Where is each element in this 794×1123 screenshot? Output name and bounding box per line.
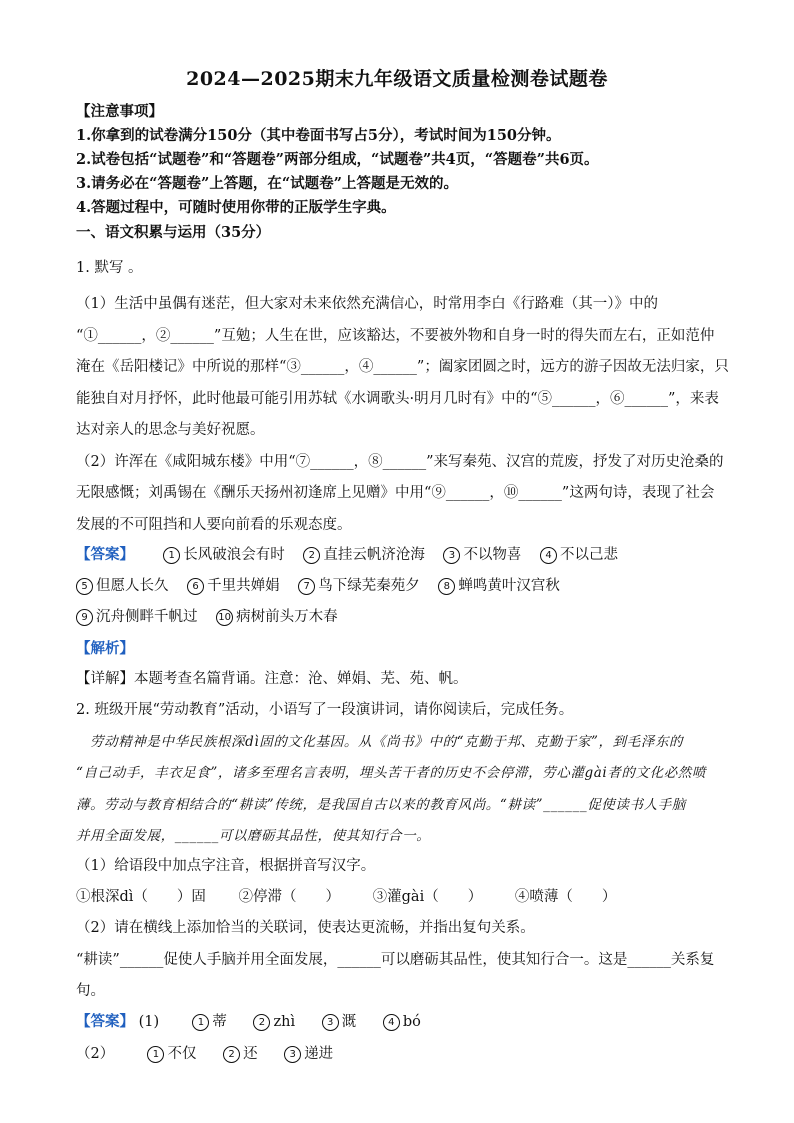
question-1-answer-row: [76, 575, 721, 597]
question-2-sub1-items: [76, 886, 721, 908]
answer-item: 2 直挂云帆济沧海: [303, 544, 425, 566]
pinyin-item: ①根深dì（ ）固: [76, 889, 206, 905]
question-1-answer-row: [76, 544, 721, 566]
answer-item: 2 zhì: [253, 1011, 295, 1033]
answer-item: 1 蒂: [192, 1011, 227, 1033]
question-1-stem: 1. 默写 。: [76, 260, 143, 276]
answer-item: 3 溉: [322, 1011, 357, 1033]
notice-item: 1.你拿到的试卷满分150分（其中卷面书写占5分），考试时间为150分钟。: [76, 127, 561, 144]
pinyin-item: ④喷薄（ ）: [514, 889, 617, 905]
question-2-sub2: （2）请在横线上添加恰当的关联词，使表达更流畅，并指出复句关系。: [76, 920, 535, 936]
passage-line: “自己动手，丰衣足食”，诸多至理名言表明，埋头苦干者的历史不会停滞，劳心灌gài者的文化必然喷: [76, 765, 707, 781]
answer-item: 10 病树前头万木春: [216, 606, 338, 628]
question-2-sub1: （1）给语段中加点字注音，根据拼音写汉字。: [76, 858, 376, 874]
page-title: 2024—2025期末九年级语文质量检测卷试题卷: [186, 68, 608, 90]
analysis-tag: 【解析】: [76, 640, 134, 657]
question-1-part2-line: 发展的不可阻挡和人要向前看的乐观态度。: [76, 517, 352, 533]
passage-line: 薄。劳动与教育相结合的“耕读”传统，是我国自古以来的教育风尚。“耕读”______促使读书人手脑: [76, 797, 686, 813]
answer-item: 1 不仅: [147, 1043, 196, 1065]
answer-item: 9 沉舟侧畔千帆过: [76, 606, 198, 628]
question-1-part1-line: 达对亲人的思念与美好祝愿。: [76, 422, 265, 438]
question-2-stem: 2. 班级开展“劳动教育”活动，小语写了一段演讲词，请你阅读后，完成任务。: [76, 702, 574, 718]
question-2-sub2-line: “耕读”______促使人手脑并用全面发展，______可以磨砺其品性，使其知行合一。这是______关系复: [76, 952, 715, 968]
answer-part-label: （2）: [76, 1046, 115, 1062]
pinyin-item: ③灌gài（ ）: [372, 889, 483, 905]
question-2-answer-row: [76, 1043, 721, 1065]
question-1-part2-line: （2）许浑在《咸阳城东楼》中用“⑦______，⑧______”来写秦苑、汉宫的荒废，抒发了对历史沧桑的: [76, 454, 724, 470]
passage-line: 并用全面发展，______可以磨砺其品性，使其知行合一。: [76, 828, 431, 844]
answer-item: 6 千里共婵娟: [187, 575, 280, 597]
question-2-sub2-line: 句。: [76, 983, 105, 999]
question-1-part1-line: “①______，②______”互勉；人生在世，应该豁达，不要被外物和自身一时的得失而左右，正如范仲: [76, 328, 715, 344]
notice-heading: 【注意事项】: [76, 103, 163, 120]
question-1-part1-line: （1）生活中虽偶有迷茫，但大家对未来依然充满信心，时常用李白《行路难（其一）》中的: [76, 296, 658, 312]
question-1-part1-line: 淹在《岳阳楼记》中所说的那样“③______，④______”；阖家团圆之时，远方的游子因故无法归家，只: [76, 359, 729, 375]
passage-line: 劳动精神是中华民族根深dì固的文化基因。从《尚书》中的“克勤于邦、克勤于家”，到毛泽东的: [90, 734, 684, 750]
answer-item: 3 递进: [284, 1043, 333, 1065]
answer-tag: 【答案】: [76, 1013, 134, 1030]
answer-item: 4 不以己悲: [540, 544, 618, 566]
answer-item: 2 还: [223, 1043, 258, 1065]
answer-item: 7 鸟下绿芜秦苑夕: [298, 575, 420, 597]
question-1-part1-line: 能独自对月抒怀，此时他最可能引用苏轼《水调歌头·明月几时有》中的“⑤______，⑥______”，来表: [76, 391, 719, 407]
answer-item: 1 长风破浪会有时: [163, 544, 285, 566]
notice-item: 4.答题过程中，可随时使用你带的正版学生字典。: [76, 199, 396, 216]
question-2-answer-row: [76, 1011, 721, 1033]
section-heading: 一、语文积累与运用（35分）: [76, 224, 271, 241]
answer-tag: 【答案】: [76, 546, 134, 563]
question-1-answer-row: [76, 606, 721, 628]
answer-item: 3 不以物喜: [443, 544, 521, 566]
answer-item: 4 bó: [383, 1011, 421, 1033]
answer-item: 8 蝉鸣黄叶汉宫秋: [438, 575, 560, 597]
answer-item: 5 但愿人长久: [76, 575, 169, 597]
notice-item: 3.请务必在“答题卷”上答题，在“试题卷”上答题是无效的。: [76, 175, 458, 192]
pinyin-item: ②停滞（ ）: [238, 889, 341, 905]
detail-text: 【详解】本题考查名篇背诵。注意：沧、婵娟、芜、苑、帆。: [76, 671, 468, 687]
notice-item: 2.试卷包括“试题卷”和“答题卷”两部分组成，“试题卷”共4页，“答题卷”共6页。: [76, 151, 599, 168]
question-1-part2-line: 无限感慨；刘禹锡在《酬乐天扬州初逢席上见赠》中用“⑨______，⑩______”这两句诗，表现了社会: [76, 485, 715, 501]
answer-part-label: (1): [138, 1014, 160, 1030]
